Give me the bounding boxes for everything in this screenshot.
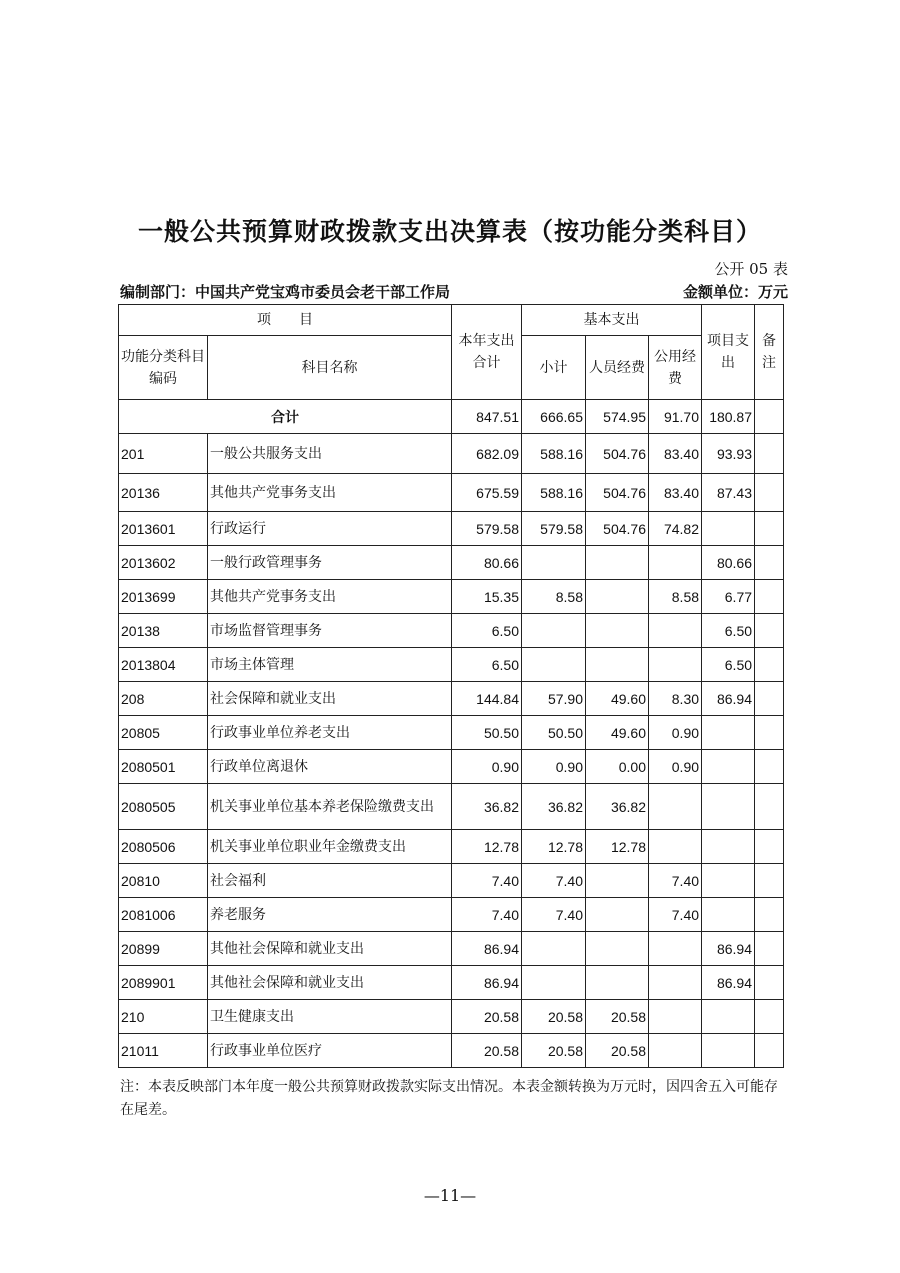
cell-personnel: 504.76 [586, 512, 649, 546]
cell-personnel [586, 580, 649, 614]
cell-public [649, 784, 702, 830]
cell-code: 210 [119, 1000, 208, 1034]
cell-personnel: 12.78 [586, 830, 649, 864]
cell-public: 83.40 [649, 434, 702, 474]
cell-subtotal: 36.82 [522, 784, 586, 830]
cell-subtotal: 588.16 [522, 474, 586, 512]
cell-project: 86.94 [702, 682, 755, 716]
cell-project: 86.94 [702, 932, 755, 966]
cell-total: 144.84 [452, 682, 522, 716]
cell-name: 卫生健康支出 [208, 1000, 452, 1034]
cell-remark [755, 614, 784, 648]
cell-project [702, 716, 755, 750]
table-row [119, 648, 784, 682]
table-row [119, 830, 784, 864]
cell-remark [755, 750, 784, 784]
cell-total: 6.50 [452, 648, 522, 682]
cell-name: 行政事业单位养老支出 [208, 716, 452, 750]
table-row [119, 1034, 784, 1068]
cell-code: 2080501 [119, 750, 208, 784]
cell-code: 20810 [119, 864, 208, 898]
cell-subtotal [522, 966, 586, 1000]
page-number: —11— [423, 1186, 477, 1205]
header-total-year: 本年支出合计 [452, 305, 522, 400]
cell-subtotal: 588.16 [522, 434, 586, 474]
cell-personnel: 504.76 [586, 474, 649, 512]
cell-project [702, 1034, 755, 1068]
header-item: 项 目 [119, 305, 452, 336]
table-row [119, 864, 784, 898]
cell-code: 20136 [119, 474, 208, 512]
cell-code: 21011 [119, 1034, 208, 1068]
cell-name: 其他共产党事务支出 [208, 474, 452, 512]
cell-code: 208 [119, 682, 208, 716]
cell-name: 一般公共服务支出 [208, 434, 452, 474]
cell-remark [755, 580, 784, 614]
cell-subtotal [522, 932, 586, 966]
cell-remark [755, 1034, 784, 1068]
budget-table [118, 304, 784, 1068]
cell-personnel: 49.60 [586, 682, 649, 716]
cell-public: 0.90 [649, 750, 702, 784]
cell-public [649, 648, 702, 682]
page-title: 一般公共预算财政拨款支出决算表（按功能分类科目） [137, 217, 762, 246]
cell-subtotal: 7.40 [522, 864, 586, 898]
cell-personnel [586, 614, 649, 648]
total-label: 合计 [119, 400, 452, 434]
total-total: 847.51 [452, 400, 522, 434]
table-note: 注：本表反映部门本年度一般公共预算财政拨款实际支出情况。本表金额转换为万元时，因四舍五入可能存在尾差。 [120, 1079, 778, 1118]
cell-name: 行政事业单位医疗 [208, 1034, 452, 1068]
cell-name: 其他社会保障和就业支出 [208, 932, 452, 966]
table-row [119, 434, 784, 474]
cell-public: 74.82 [649, 512, 702, 546]
cell-remark [755, 434, 784, 474]
cell-code: 2081006 [119, 898, 208, 932]
cell-name: 一般行政管理事务 [208, 546, 452, 580]
cell-project [702, 864, 755, 898]
cell-total: 36.82 [452, 784, 522, 830]
cell-subtotal [522, 648, 586, 682]
header-name: 科目名称 [208, 336, 452, 400]
cell-code: 2080506 [119, 830, 208, 864]
cell-total: 50.50 [452, 716, 522, 750]
cell-public [649, 830, 702, 864]
header-public: 公用经费 [649, 336, 702, 400]
total-remark [755, 400, 784, 434]
cell-code: 201 [119, 434, 208, 474]
table-row [119, 580, 784, 614]
cell-remark [755, 784, 784, 830]
header-code: 功能分类科目编码 [119, 336, 208, 400]
cell-public: 8.58 [649, 580, 702, 614]
cell-public: 7.40 [649, 898, 702, 932]
cell-total: 80.66 [452, 546, 522, 580]
cell-remark [755, 966, 784, 1000]
cell-personnel [586, 966, 649, 1000]
cell-subtotal: 12.78 [522, 830, 586, 864]
cell-remark [755, 716, 784, 750]
cell-subtotal: 0.90 [522, 750, 586, 784]
cell-code: 2013699 [119, 580, 208, 614]
cell-subtotal: 8.58 [522, 580, 586, 614]
cell-total: 0.90 [452, 750, 522, 784]
cell-total: 675.59 [452, 474, 522, 512]
cell-name: 其他社会保障和就业支出 [208, 966, 452, 1000]
total-subtotal: 666.65 [522, 400, 586, 434]
cell-public: 8.30 [649, 682, 702, 716]
header-row-top [119, 305, 784, 336]
table-row [119, 614, 784, 648]
cell-code: 2013804 [119, 648, 208, 682]
cell-name: 行政运行 [208, 512, 452, 546]
cell-name: 市场监督管理事务 [208, 614, 452, 648]
cell-personnel: 20.58 [586, 1034, 649, 1068]
total-personnel: 574.95 [586, 400, 649, 434]
cell-public [649, 966, 702, 1000]
table-row [119, 932, 784, 966]
cell-project [702, 830, 755, 864]
cell-code: 20805 [119, 716, 208, 750]
cell-remark [755, 512, 784, 546]
table-row [119, 784, 784, 830]
table-row [119, 682, 784, 716]
cell-name: 社会保障和就业支出 [208, 682, 452, 716]
cell-personnel: 49.60 [586, 716, 649, 750]
cell-subtotal: 20.58 [522, 1034, 586, 1068]
cell-remark [755, 648, 784, 682]
cell-subtotal: 57.90 [522, 682, 586, 716]
header-subtotal: 小计 [522, 336, 586, 400]
cell-code: 20138 [119, 614, 208, 648]
table-row [119, 512, 784, 546]
cell-personnel [586, 648, 649, 682]
cell-total: 86.94 [452, 932, 522, 966]
cell-personnel [586, 898, 649, 932]
cell-project [702, 898, 755, 932]
cell-public [649, 932, 702, 966]
cell-remark [755, 932, 784, 966]
cell-subtotal [522, 614, 586, 648]
amount-unit: 金额单位：万元 [682, 283, 788, 301]
table-row [119, 716, 784, 750]
header-personnel: 人员经费 [586, 336, 649, 400]
total-project: 180.87 [702, 400, 755, 434]
cell-remark [755, 474, 784, 512]
cell-name: 行政单位离退休 [208, 750, 452, 784]
cell-personnel: 36.82 [586, 784, 649, 830]
cell-total: 682.09 [452, 434, 522, 474]
header-row-bottom [119, 336, 784, 400]
cell-total: 7.40 [452, 898, 522, 932]
cell-total: 6.50 [452, 614, 522, 648]
table-row [119, 750, 784, 784]
cell-public [649, 1000, 702, 1034]
header-remark: 备注 [755, 305, 784, 400]
cell-public [649, 546, 702, 580]
cell-personnel: 504.76 [586, 434, 649, 474]
cell-project: 86.94 [702, 966, 755, 1000]
cell-name: 养老服务 [208, 898, 452, 932]
cell-public: 83.40 [649, 474, 702, 512]
cell-name: 机关事业单位职业年金缴费支出 [208, 830, 452, 864]
cell-personnel: 0.00 [586, 750, 649, 784]
cell-total: 20.58 [452, 1000, 522, 1034]
cell-personnel [586, 546, 649, 580]
cell-personnel [586, 932, 649, 966]
cell-code: 20899 [119, 932, 208, 966]
compiling-department: 编制部门：中国共产党宝鸡市委员会老干部工作局 [120, 283, 451, 301]
cell-project [702, 784, 755, 830]
cell-project [702, 1000, 755, 1034]
cell-project: 6.50 [702, 614, 755, 648]
cell-project: 6.77 [702, 580, 755, 614]
cell-project: 93.93 [702, 434, 755, 474]
cell-code: 2089901 [119, 966, 208, 1000]
cell-project [702, 750, 755, 784]
cell-subtotal: 579.58 [522, 512, 586, 546]
cell-project: 87.43 [702, 474, 755, 512]
cell-total: 20.58 [452, 1034, 522, 1068]
cell-subtotal: 20.58 [522, 1000, 586, 1034]
cell-personnel [586, 864, 649, 898]
cell-project: 80.66 [702, 546, 755, 580]
cell-total: 86.94 [452, 966, 522, 1000]
cell-subtotal: 7.40 [522, 898, 586, 932]
cell-remark [755, 682, 784, 716]
cell-name: 其他共产党事务支出 [208, 580, 452, 614]
cell-code: 2013602 [119, 546, 208, 580]
header-basic: 基本支出 [522, 305, 702, 336]
cell-remark [755, 830, 784, 864]
cell-subtotal [522, 546, 586, 580]
cell-personnel: 20.58 [586, 1000, 649, 1034]
cell-remark [755, 1000, 784, 1034]
cell-public: 0.90 [649, 716, 702, 750]
cell-project: 6.50 [702, 648, 755, 682]
cell-name: 社会福利 [208, 864, 452, 898]
table-row [119, 546, 784, 580]
cell-remark [755, 898, 784, 932]
cell-name: 机关事业单位基本养老保险缴费支出 [208, 784, 452, 830]
form-number: 公开 05 表 [714, 260, 788, 278]
cell-subtotal: 50.50 [522, 716, 586, 750]
cell-name: 市场主体管理 [208, 648, 452, 682]
cell-code: 2080505 [119, 784, 208, 830]
table-row [119, 966, 784, 1000]
cell-total: 12.78 [452, 830, 522, 864]
total-public: 91.70 [649, 400, 702, 434]
cell-public: 7.40 [649, 864, 702, 898]
cell-total: 15.35 [452, 580, 522, 614]
table-row [119, 1000, 784, 1034]
table-row [119, 474, 784, 512]
cell-total: 579.58 [452, 512, 522, 546]
total-row [119, 400, 784, 434]
table-row [119, 898, 784, 932]
cell-remark [755, 864, 784, 898]
cell-remark [755, 546, 784, 580]
cell-public [649, 1034, 702, 1068]
cell-total: 7.40 [452, 864, 522, 898]
cell-public [649, 614, 702, 648]
header-project: 项目支出 [702, 305, 755, 400]
cell-project [702, 512, 755, 546]
cell-code: 2013601 [119, 512, 208, 546]
